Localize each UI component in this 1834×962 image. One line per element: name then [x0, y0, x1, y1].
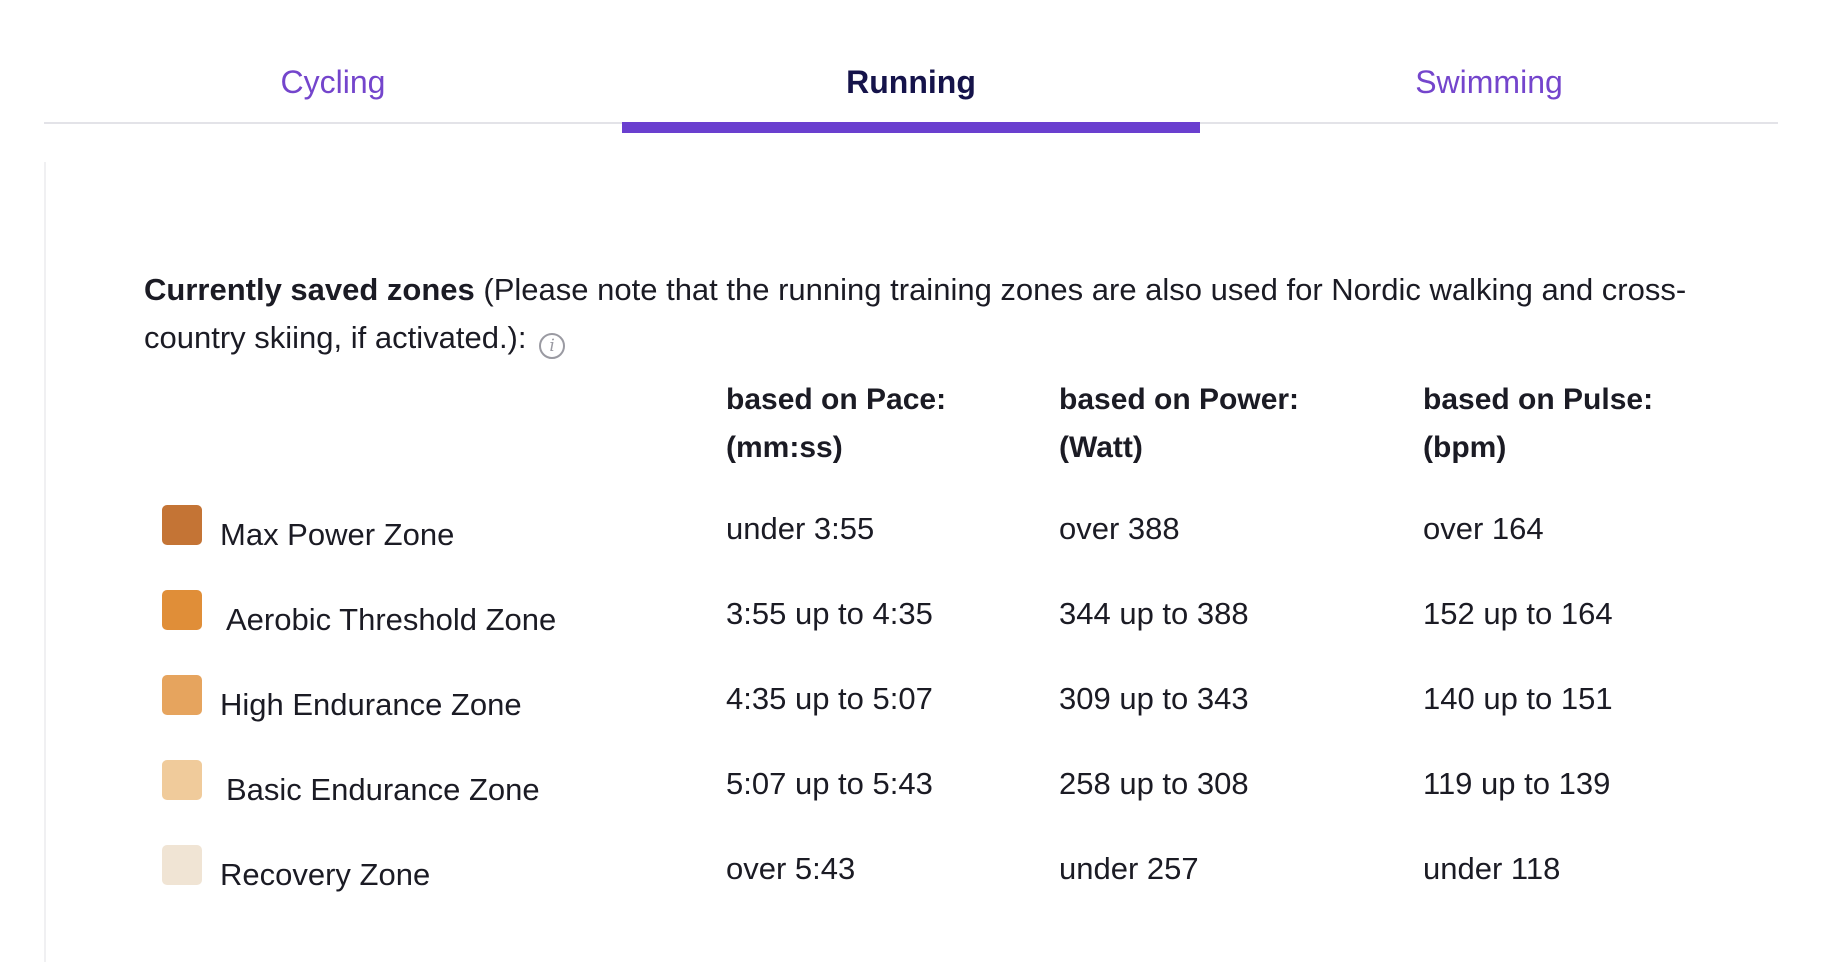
zone-name: Max Power Zone	[220, 517, 455, 552]
zone-pulse-value: 119 up to 139	[1423, 766, 1611, 801]
zone-color-swatch	[162, 845, 202, 885]
zone-row-max-power	[46, 505, 1746, 585]
zones-note	[144, 266, 1764, 362]
column-header-pulse-unit: (bpm)	[1423, 431, 1507, 464]
zone-pace-value: over 5:43	[726, 851, 856, 886]
zone-row-high-endurance	[46, 675, 1746, 755]
column-header-pulse	[1423, 376, 1653, 472]
zone-row-basic-endurance	[46, 760, 1746, 840]
info-icon[interactable]: i	[539, 333, 565, 359]
zone-power-value: 344 up to 388	[1059, 596, 1249, 631]
zone-power-value: under 257	[1059, 851, 1199, 886]
tab-cycling[interactable]: Cycling	[280, 64, 386, 100]
zones-note-text: (Please note that the running training zones are also used for Nordic walking and cross-country skiing, if activated.):	[144, 272, 1687, 355]
zone-pace-value: 4:35 up to 5:07	[726, 681, 933, 716]
tab-running[interactable]: Running	[622, 40, 1200, 122]
column-header-pace-title: based on Pace:	[726, 383, 947, 416]
column-header-power	[1059, 376, 1299, 472]
zone-power-value: 258 up to 308	[1059, 766, 1249, 801]
sport-tabs	[44, 40, 1778, 124]
zone-name: High Endurance Zone	[220, 687, 522, 722]
zone-pulse-value: 152 up to 164	[1423, 596, 1613, 631]
tab-swimming[interactable]: Swimming	[1415, 64, 1563, 100]
zone-row-aerobic-threshold	[46, 590, 1746, 670]
zone-row-recovery	[46, 845, 1746, 925]
zone-color-swatch	[162, 675, 202, 715]
column-header-power-unit: (Watt)	[1059, 431, 1143, 464]
running-zones-panel	[44, 162, 1786, 962]
zone-pace-value: 3:55 up to 4:35	[726, 596, 933, 631]
column-header-pace	[726, 376, 946, 472]
column-header-pace-unit: (mm:ss)	[726, 431, 843, 464]
zone-power-value: 309 up to 343	[1059, 681, 1249, 716]
zone-name: Aerobic Threshold Zone	[226, 602, 557, 637]
zone-pace-value: 5:07 up to 5:43	[726, 766, 933, 801]
zone-name: Recovery Zone	[220, 857, 431, 892]
zones-note-lead: Currently saved zones	[144, 272, 475, 307]
zone-power-value: over 388	[1059, 511, 1180, 546]
zone-pace-value: under 3:55	[726, 511, 875, 546]
zone-color-swatch	[162, 760, 202, 800]
zone-pulse-value: 140 up to 151	[1423, 681, 1613, 716]
column-header-pulse-title: based on Pulse:	[1423, 383, 1654, 416]
column-header-power-title: based on Power:	[1059, 383, 1300, 416]
zone-pulse-value: over 164	[1423, 511, 1544, 546]
zone-color-swatch	[162, 505, 202, 545]
zone-color-swatch	[162, 590, 202, 630]
zone-pulse-value: under 118	[1423, 851, 1561, 886]
zone-name: Basic Endurance Zone	[226, 772, 540, 807]
